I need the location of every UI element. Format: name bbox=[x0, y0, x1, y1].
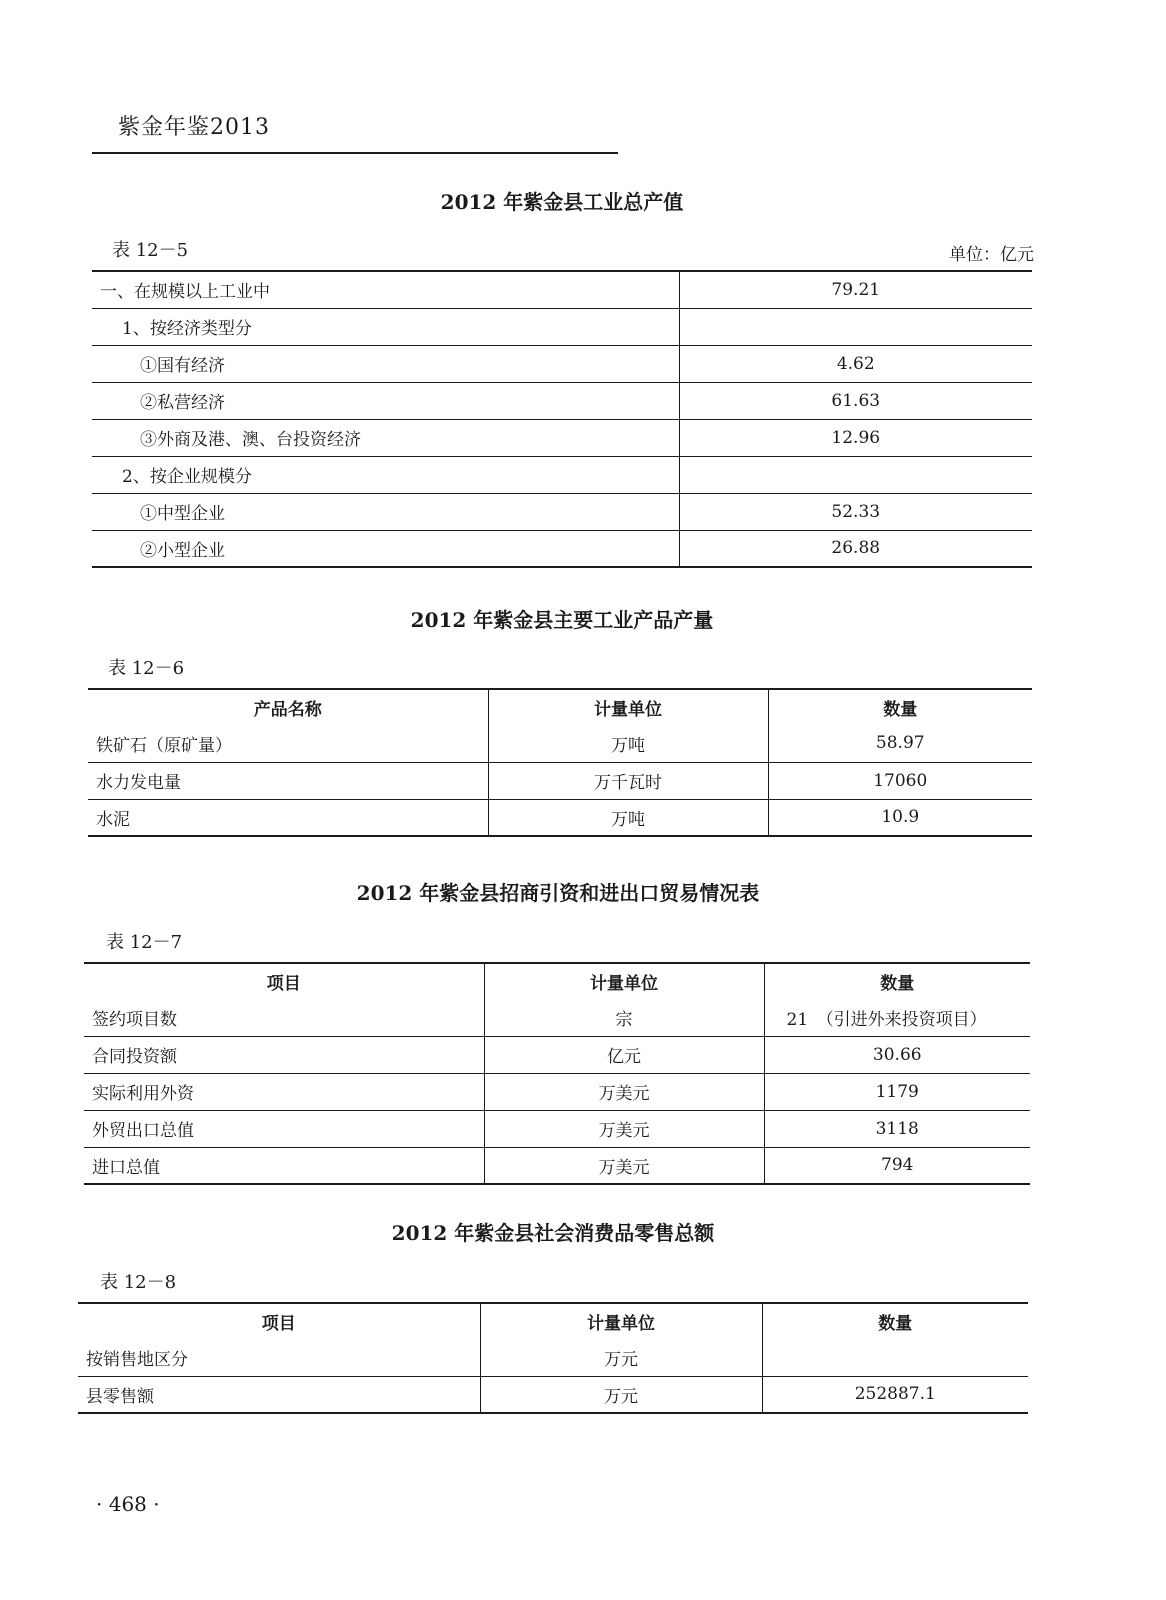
running-head: 紫金年鉴2013 bbox=[118, 115, 270, 140]
page-number: · 468 · bbox=[96, 1492, 160, 1516]
cell: 万元 bbox=[480, 1339, 762, 1376]
table-row bbox=[84, 1147, 1030, 1184]
cell: 水力发电量 bbox=[88, 762, 488, 799]
table-12-7-title: 2012 年紫金县招商引资和进出口贸易情况表 bbox=[356, 881, 760, 905]
cell: 万吨 bbox=[488, 725, 768, 762]
table-12-7-label: 表 12－7 bbox=[106, 932, 183, 953]
cell: 794 bbox=[764, 1147, 1030, 1184]
table-12-8-title: 2012 年紫金县社会消费品零售总额 bbox=[391, 1221, 715, 1245]
table-row bbox=[92, 456, 1032, 493]
cell: 21 （引进外来投资项目） bbox=[764, 999, 1030, 1036]
table-row bbox=[92, 271, 1032, 308]
row-value bbox=[679, 456, 1032, 493]
cell: 252887.1 bbox=[762, 1376, 1028, 1413]
table-header-row bbox=[84, 963, 1030, 999]
cell: 签约项目数 bbox=[92, 1009, 177, 1030]
table-12-5 bbox=[92, 270, 1032, 568]
cell: 万吨 bbox=[488, 799, 768, 836]
row-label: ③外商及港、澳、台投资经济 bbox=[92, 419, 679, 456]
table-row bbox=[92, 382, 1032, 419]
row-value bbox=[679, 308, 1032, 345]
row-label: 一、在规模以上工业中 bbox=[100, 282, 270, 303]
cell: 万千瓦时 bbox=[488, 762, 768, 799]
table-row bbox=[84, 1036, 1030, 1073]
table-row bbox=[84, 1073, 1030, 1110]
column-header: 项目 bbox=[266, 974, 301, 994]
column-header: 计量单位 bbox=[488, 689, 768, 725]
table-12-6-title: 2012 年紫金县主要工业产品产量 bbox=[410, 608, 714, 632]
table-row bbox=[92, 530, 1032, 567]
cell: 万美元 bbox=[484, 1073, 764, 1110]
table-row bbox=[78, 1376, 1028, 1413]
column-header: 计量单位 bbox=[480, 1303, 762, 1339]
cell: 30.66 bbox=[764, 1036, 1030, 1073]
table-row bbox=[84, 999, 1030, 1036]
cell: 合同投资额 bbox=[84, 1036, 484, 1073]
table-row bbox=[88, 725, 1032, 762]
cell: 10.9 bbox=[768, 799, 1032, 836]
cell: 县零售额 bbox=[78, 1376, 480, 1413]
row-label: ②私营经济 bbox=[92, 382, 679, 419]
cell: 铁矿石（原矿量） bbox=[96, 735, 232, 756]
cell: 万美元 bbox=[484, 1147, 764, 1184]
column-header: 计量单位 bbox=[484, 963, 764, 999]
cell: 水泥 bbox=[88, 799, 488, 836]
row-label: ①国有经济 bbox=[92, 345, 679, 382]
row-value: 61.63 bbox=[679, 382, 1032, 419]
table-row bbox=[88, 762, 1032, 799]
table-row bbox=[84, 1110, 1030, 1147]
table-header-row bbox=[88, 689, 1032, 725]
column-header: 数量 bbox=[762, 1303, 1028, 1339]
cell: 按销售地区分 bbox=[86, 1349, 188, 1370]
cell: 万元 bbox=[480, 1376, 762, 1413]
cell: 17060 bbox=[768, 762, 1032, 799]
column-header: 数量 bbox=[764, 963, 1030, 999]
table-row bbox=[92, 493, 1032, 530]
cell bbox=[762, 1339, 1028, 1376]
table-12-7 bbox=[84, 962, 1030, 1185]
cell: 宗 bbox=[484, 999, 764, 1036]
table-row bbox=[92, 345, 1032, 382]
cell: 3118 bbox=[764, 1110, 1030, 1147]
table-row bbox=[88, 799, 1032, 836]
table-row bbox=[92, 308, 1032, 345]
row-value: 52.33 bbox=[679, 493, 1032, 530]
table-12-5-title: 2012 年紫金县工业总产值 bbox=[440, 190, 684, 214]
cell: 进口总值 bbox=[84, 1147, 484, 1184]
table-row bbox=[78, 1339, 1028, 1376]
cell: 实际利用外资 bbox=[84, 1073, 484, 1110]
cell: 万美元 bbox=[484, 1110, 764, 1147]
column-header: 数量 bbox=[768, 689, 1032, 725]
cell: 58.97 bbox=[768, 725, 1032, 762]
row-value: 79.21 bbox=[679, 271, 1032, 308]
row-label: ①中型企业 bbox=[92, 493, 679, 530]
row-label: 2、按企业规模分 bbox=[92, 456, 679, 493]
header-rule bbox=[92, 152, 618, 154]
row-value: 12.96 bbox=[679, 419, 1032, 456]
table-12-6 bbox=[88, 688, 1032, 837]
table-row bbox=[92, 419, 1032, 456]
column-header: 产品名称 bbox=[253, 700, 322, 720]
cell: 亿元 bbox=[484, 1036, 764, 1073]
row-label: ②小型企业 bbox=[92, 530, 679, 567]
cell: 外贸出口总值 bbox=[84, 1110, 484, 1147]
row-value: 4.62 bbox=[679, 345, 1032, 382]
row-label: 1、按经济类型分 bbox=[92, 308, 679, 345]
table-header-row bbox=[78, 1303, 1028, 1339]
table-12-5-unit: 单位：亿元 bbox=[949, 245, 1034, 265]
table-12-8 bbox=[78, 1302, 1028, 1414]
table-12-5-label: 表 12－5 bbox=[112, 240, 189, 261]
row-value: 26.88 bbox=[679, 530, 1032, 567]
cell: 1179 bbox=[764, 1073, 1030, 1110]
table-12-8-label: 表 12－8 bbox=[100, 1272, 177, 1293]
table-12-6-label: 表 12－6 bbox=[108, 658, 185, 679]
column-header: 项目 bbox=[261, 1314, 296, 1334]
